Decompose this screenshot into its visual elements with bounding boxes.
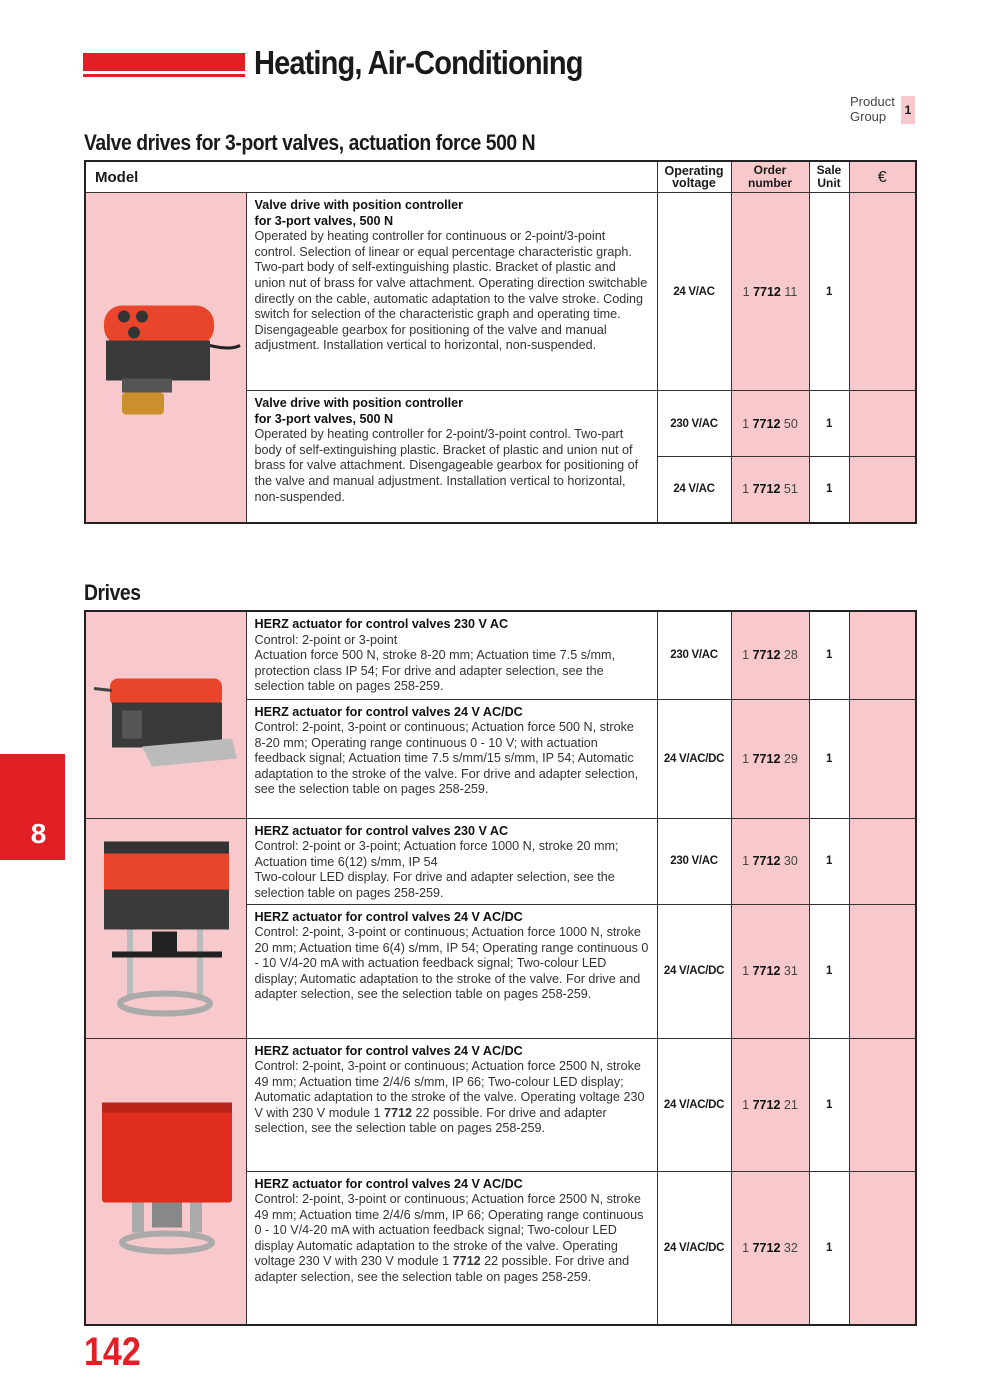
column-header-model: Model (85, 161, 657, 193)
order-number (731, 391, 809, 457)
product-description (246, 1038, 657, 1171)
header-red-bar (83, 53, 245, 74)
order-prefix: 1 (742, 416, 753, 431)
sale-unit: 1 (809, 818, 849, 904)
product-body (255, 720, 649, 798)
sale-unit: 1 (809, 1171, 849, 1325)
product-description (246, 1171, 657, 1325)
body-text: Control: 2-point, 3-point or continuous; Actuation force 2500 N, stroke 49 mm; Actuation time 2/4/6 s/mm, IP 66; Operating range continuous 0 - 10 V/4-20 mA with actuation feedback signal; Two-colour LED display Automatic adaptation to the stroke of the valve. Operating voltage 230 V with 230 V module 1 (254, 1192, 644, 1269)
product-body (255, 229, 649, 354)
product-body (255, 1059, 649, 1137)
body-text: 22 possible. For drive and adapter selection, see the selection table on pages 258-259. (254, 1105, 607, 1136)
operating-voltage: 24 V/AC/DC (657, 1171, 731, 1325)
sale-unit: 1 (809, 904, 849, 1038)
sale-unit: 1 (809, 391, 849, 457)
product-group-label-line1: Product (850, 94, 895, 109)
order-suffix: 29 (780, 751, 798, 766)
product-title: HERZ actuator for control valves 24 V AC/DC (254, 1043, 523, 1058)
order-prefix: 1 (742, 751, 753, 766)
product-description (246, 818, 657, 904)
price-cell[interactable] (849, 391, 916, 457)
price-cell[interactable] (849, 699, 916, 818)
product-title: for 3-port valves, 500 N (254, 411, 394, 426)
order-suffix: 30 (780, 854, 798, 868)
page-number: 142 (84, 1330, 141, 1374)
chapter-tab-number: 8 (30, 818, 47, 849)
price-cell[interactable] (849, 611, 916, 699)
product-description (246, 904, 657, 1038)
section-heading-drives: Drives (84, 580, 141, 605)
section-heading-valve-drives: Valve drives for 3-port valves, actuation force 500 N (84, 130, 536, 155)
product-body (255, 839, 649, 870)
operating-voltage: 230 V/AC (657, 611, 731, 699)
order-prefix: 1 (742, 648, 753, 663)
order-core: 7712 (752, 648, 781, 663)
order-suffix: 11 (780, 284, 798, 299)
order-suffix: 51 (780, 482, 798, 497)
price-cell[interactable] (849, 1171, 916, 1325)
operating-voltage: 230 V/AC (657, 818, 731, 904)
table-row (85, 818, 916, 904)
body-text: Control: 2-point, 3-point or continuous; Actuation force 500 N, stroke 8-20 mm; Operating range continuous 0 - 10 V; with actuation feedback signal; Actuation time 7.5 s/mm/15 s/mm, IP 54; Automatic adaptation to the stroke of the valve. For drive and adapter selection, see the selection table on pages 258-259. (254, 720, 639, 797)
body-text: Control: 2-point or 3-point (254, 632, 398, 647)
column-header-price: € (849, 161, 916, 193)
order-core: 7712 (753, 284, 781, 299)
product-body (255, 870, 649, 901)
table-row (85, 611, 916, 699)
order-prefix: 1 (742, 482, 753, 497)
product-body (255, 925, 649, 1003)
table-header (85, 161, 916, 193)
order-ref: 7712 (452, 1254, 481, 1269)
product-title: for 3-port valves, 500 N (254, 213, 394, 228)
sale-unit: 1 (809, 1038, 849, 1171)
product-group-label-line2: Group (850, 109, 887, 124)
sale-unit: 1 (809, 457, 849, 523)
product-description (246, 193, 657, 391)
actuator-2500n-icon (92, 1095, 242, 1268)
price-cell[interactable] (849, 1038, 916, 1171)
order-core: 7712 (752, 1097, 781, 1112)
valve-drives-table (84, 160, 917, 524)
product-image (85, 1038, 246, 1325)
product-title: HERZ actuator for control valves 230 V AC (254, 617, 509, 631)
order-suffix: 32 (780, 1240, 798, 1255)
product-title: Valve drive with position controller (254, 198, 464, 212)
chapter-tab[interactable] (0, 754, 65, 860)
price-cell[interactable] (849, 904, 916, 1038)
product-body (255, 648, 649, 695)
order-core: 7712 (752, 1240, 781, 1255)
product-title: HERZ actuator for control valves 230 V AC (254, 823, 509, 838)
column-header-voltage: Operating voltage (657, 161, 731, 193)
order-number (731, 611, 809, 699)
column-header-order-number: Order number (731, 161, 809, 193)
price-cell[interactable] (849, 457, 916, 523)
body-text: Control: 2-point, 3-point or continuous; Actuation force 2500 N, stroke 49 mm; Actuation time 2/4/6 s/mm, IP 66; Two-colour LED display; Automatic adaptation to the stroke of the valve. Operating voltage 230 V with 230 V module 1 (254, 1059, 645, 1120)
sale-unit: 1 (809, 611, 849, 699)
column-header-sale-unit: Sale Unit (809, 161, 849, 193)
order-core: 7712 (752, 482, 781, 497)
order-core: 7712 (752, 964, 781, 978)
body-text: Actuation force 500 N, stroke 8-20 mm; Actuation time 7.5 s/mm, protection class IP 54; For drive and adapter selection, see the selection table on pages 258-259. (254, 648, 615, 694)
body-text: Operated by heating controller for 2-point/3-point control. Two-part body of self-extinguishing plastic. Bracket of plastic and union nut of brass for valve attachment. Disengageable gearbox for positioning of the valve and manual adjustment. Installation vertical to horizontal, non-suspended. (254, 427, 639, 504)
body-text: Control: 2-point, 3-point or continuous; Actuation force 1000 N, stroke 20 mm; Actuation time 6(4) s/mm, IP 54; Operating range continuous 0 - 10 V/4-20 mA with actuation feedback signal; Two-colour LED display; Automatic adaptation to the stroke of the valve. For drive and adapter selection, see the selection table on pages 258-259. (254, 925, 649, 1002)
order-number (731, 193, 809, 391)
order-prefix: 1 (742, 1097, 753, 1112)
order-number (731, 1171, 809, 1325)
product-image (85, 193, 246, 523)
product-image (85, 611, 246, 818)
product-title: HERZ actuator for control valves 24 V AC/DC (254, 704, 523, 719)
order-number (731, 818, 809, 904)
order-number (731, 904, 809, 1038)
order-suffix: 50 (780, 416, 798, 431)
product-group-number: 1 (901, 96, 915, 124)
product-body (255, 427, 649, 505)
order-prefix: 1 (742, 964, 753, 978)
operating-voltage: 24 V/AC/DC (657, 1038, 731, 1171)
order-number (731, 1038, 809, 1171)
product-image (85, 818, 246, 1038)
sale-unit: 1 (809, 193, 849, 391)
product-title: Valve drive with position controller (254, 396, 464, 410)
actuator-1000n-icon (92, 832, 242, 1025)
product-body (255, 1192, 649, 1286)
order-suffix: 28 (780, 648, 798, 663)
body-text: Control: 2-point or 3-point; Actuation force 1000 N, stroke 20 mm; Actuation time 6(12) s/mm, IP 54 (254, 839, 619, 869)
product-description (246, 699, 657, 818)
sale-unit: 1 (809, 699, 849, 818)
order-number (731, 457, 809, 523)
order-prefix: 1 (742, 854, 753, 868)
product-title: HERZ actuator for control valves 24 V AC/DC (254, 909, 523, 924)
order-prefix: 1 (742, 284, 754, 299)
page-title: Heating, Air-Conditioning (254, 44, 583, 81)
operating-voltage: 24 V/AC (657, 193, 731, 391)
operating-voltage: 24 V/AC (657, 457, 731, 523)
operating-voltage: 24 V/AC/DC (657, 904, 731, 1038)
table-row (85, 1038, 916, 1171)
order-suffix: 31 (780, 964, 798, 978)
order-core: 7712 (752, 751, 781, 766)
order-suffix: 21 (780, 1097, 798, 1112)
product-body (255, 633, 649, 649)
operating-voltage: 24 V/AC/DC (657, 699, 731, 818)
table-row (85, 193, 916, 391)
price-cell[interactable] (849, 818, 916, 904)
body-text: Operated by heating controller for continuous or 2-point/3-point control. Selection of linear or equal percentage characteristic graph. Two-part body of self-extinguishing plastic. Bracket of plastic and union nut of brass for valve attachment. Operating direction switchable directly on the cable, automatic adaptation to the valve stroke. Coding switch for selection of the characteristic graph and operating time. Disengageable gearbox for positioning of the valve and manual adjustment. Installation vertical to horizontal, non-suspended. (254, 229, 648, 353)
order-ref: 7712 (384, 1105, 413, 1120)
order-number (731, 699, 809, 818)
drives-table (84, 610, 917, 1326)
order-prefix: 1 (742, 1240, 753, 1255)
order-core: 7712 (752, 854, 781, 868)
valve-drive-3port-icon (92, 291, 242, 424)
actuator-500n-icon (92, 658, 242, 771)
product-description (246, 391, 657, 523)
operating-voltage: 230 V/AC (657, 391, 731, 457)
order-core: 7712 (752, 416, 781, 431)
product-title: HERZ actuator for control valves 24 V AC/DC (254, 1176, 523, 1191)
body-text: 22 possible. For drive and adapter selection, see the selection table on pages 258-259. (254, 1254, 630, 1285)
price-cell[interactable] (849, 193, 916, 391)
product-description (246, 611, 657, 699)
body-text: Two-colour LED display. For drive and adapter selection, see the selection table on pages 258-259. (254, 870, 615, 900)
product-group-label (850, 94, 895, 124)
